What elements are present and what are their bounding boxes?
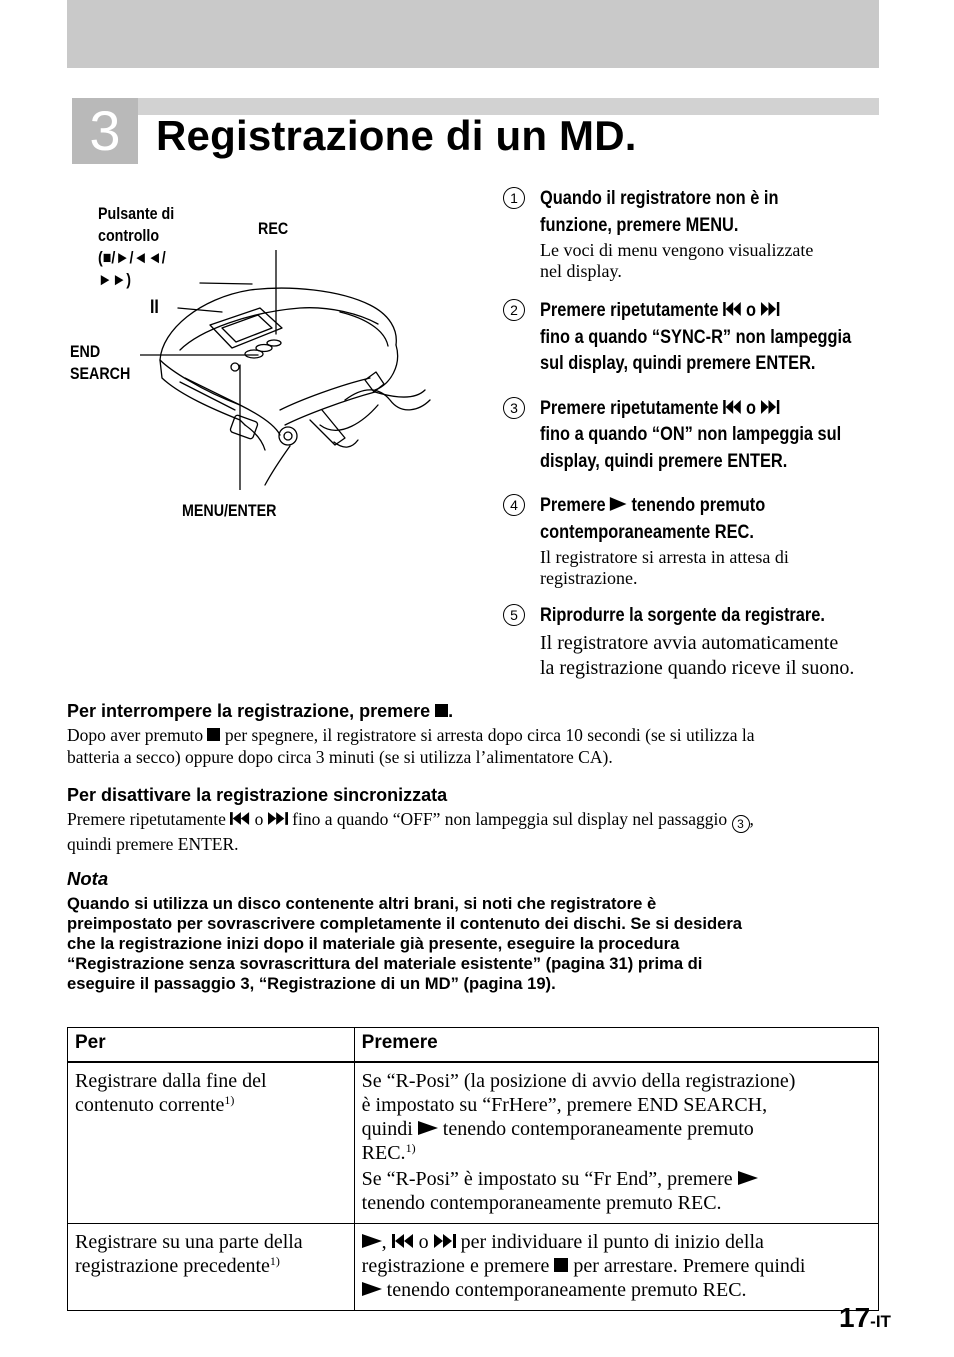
stop-icon (207, 728, 220, 741)
previous-track-icon (723, 302, 741, 316)
play-icon (362, 1282, 382, 1296)
play-icon (418, 1121, 438, 1135)
play-icon (362, 1234, 382, 1248)
table-cell-premere: Se “R-Posi” (la posizione di avvio della registrazione) è impostato su “FrHere”, premere END SEARCH, quindi tenendo contemporaneamente premuto REC.$^{1)}$ Se “R-Posi” è impostato su “Fr End”, premere tenendo contemporaneamente premuto REC. (354, 1062, 878, 1224)
md-recorder-illustration (140, 250, 440, 490)
step-2 (503, 297, 888, 377)
label-pause: II (150, 297, 159, 318)
sync-off-heading: Per disattivare la registrazione sincronizzata (67, 785, 448, 805)
label-rec: REC (258, 219, 289, 238)
table-row (68, 1223, 879, 1310)
step-1-instruction: Quando il registratore non è in funzione, premere MENU. (540, 187, 779, 236)
step-reference-badge: 3 (732, 815, 750, 833)
step-number-badge: 3 (503, 397, 525, 419)
table-cell-per: Registrare su una parte della registrazione precedente$^{1)}$ (68, 1223, 355, 1310)
steps-list (503, 185, 888, 681)
step-number-badge: 1 (503, 187, 525, 209)
step-5 (503, 602, 888, 681)
stop-recording-heading: Per interrompere la registrazione, premere . (67, 701, 454, 721)
sync-off-text: Premere ripetutamente o fino a quando “OFF” non lampeggia sul display nel passaggio 3 , quindi premere ENTER. (67, 809, 754, 854)
page-number: 17-IT (839, 1302, 891, 1333)
step-1-description: Le voci di menu vengono visualizzate nel display. (540, 240, 814, 281)
previous-track-icon (392, 1234, 414, 1248)
stop-icon (435, 704, 448, 717)
stop-icon (554, 1258, 568, 1272)
table-header-per: Per (68, 1028, 355, 1062)
table-header-premere: Premere (354, 1028, 878, 1062)
table-row (68, 1062, 879, 1224)
label-menu-enter: MENU/ENTER (182, 501, 277, 520)
step-2-instruction: Premere ripetutamente o fino a quando “SYNC-R” non lampeggia sul display, quindi premere ENTER. (540, 299, 852, 374)
stop-recording-text: Dopo aver premuto per spegnere, il registratore si arresta dopo circa 10 secondi (se si utilizza la batteria a secco) oppure dopo circa 3 minuti (se si utilizza l’alimentatore CA). (67, 725, 755, 767)
previous-track-icon (723, 400, 741, 414)
step-5-description: Il registratore avvia automaticamente la registrazione quando riceve il suono. (540, 631, 855, 679)
step-4-description: Il registratore si arresta in attesa di registrazione. (540, 547, 789, 588)
label-control-button: Pulsante di controllo (■/►/◄◄/ ►►) (98, 204, 175, 289)
table-header-row (68, 1028, 879, 1062)
step-1 (503, 185, 888, 282)
next-track-icon (434, 1234, 456, 1248)
header-band (67, 0, 879, 68)
play-icon (610, 497, 627, 511)
step-number-badge: 4 (503, 494, 525, 516)
recording-options-table (67, 1027, 879, 1311)
step-4-instruction: Premere tenendo premuto contemporaneamente REC. (540, 494, 766, 543)
next-track-icon (761, 302, 779, 316)
play-icon (738, 1171, 758, 1185)
next-track-icon (761, 400, 779, 414)
table-cell-premere: , o per individuare il punto di inizio della registrazione e premere per arrestare. Premere quindi tenendo contemporaneamente premuto REC. (354, 1223, 878, 1310)
note-heading: Nota (67, 868, 109, 889)
step-number-badge: 5 (503, 604, 525, 626)
section-number-badge: 3 (72, 98, 138, 164)
note-text: Quando si utilizza un disco contenente altri brani, si noti che registratore è preimpostato per sovrascrivere completamente il contenuto dei dischi. Se si desidera che la registrazione inizi dopo il materiale già presente, eseguire la procedura “Registrazione senza sovrascrittura del materiale esistente” (pagina 31) prima di eseguire il passaggio 3, “Registrazione di un MD” (pagina 19). (67, 894, 743, 993)
next-track-icon (268, 812, 288, 825)
step-3-instruction: Premere ripetutamente o fino a quando “ON” non lampeggia sul display, quindi premere ENTER. (540, 396, 842, 472)
previous-track-icon (230, 812, 250, 825)
step-3 (503, 395, 888, 475)
step-4 (503, 492, 888, 589)
page-title: Registrazione di un MD. (156, 112, 637, 159)
step-number-badge: 2 (503, 299, 525, 321)
step-5-instruction: Riprodurre la sorgente da registrare. (540, 604, 825, 626)
label-end-search: END SEARCH (70, 342, 131, 383)
table-cell-per: Registrare dalla fine del contenuto corrente$^{1)}$ (68, 1062, 355, 1224)
